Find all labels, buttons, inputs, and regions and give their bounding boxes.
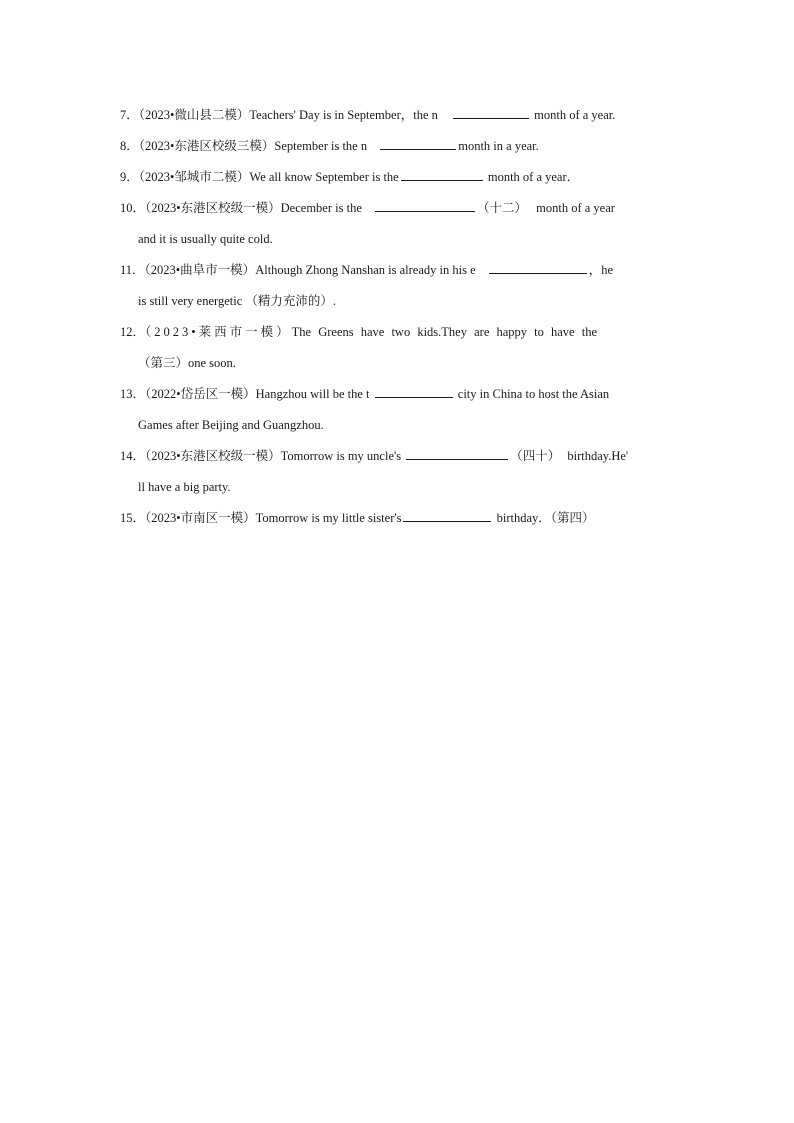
question-text: city in China to host the Asian — [457, 387, 610, 401]
question-source: （2023•曲阜市一模） — [144, 263, 256, 277]
question-text: month in a year. — [458, 139, 539, 153]
answer-blank[interactable] — [453, 117, 529, 119]
question-number: 15． — [120, 511, 146, 525]
question-number: 11． — [120, 263, 145, 277]
question-number: 7． — [120, 108, 139, 122]
question-source: （2023•东港区校级三模） — [138, 139, 275, 153]
question-text: birthday.He' — [567, 449, 629, 463]
question-number: 13． — [120, 387, 146, 401]
question-text: （第三）one soon. — [138, 356, 236, 370]
question-text: September is the n — [274, 139, 368, 153]
question-text: Hangzhou will be the t — [255, 387, 370, 401]
chinese-hint: （十二） — [477, 201, 528, 215]
question-list — [120, 100, 675, 534]
question-text: birthday．（第四） — [496, 511, 595, 525]
question-source: （2022•岱岳区一模） — [145, 387, 256, 401]
question-15 — [120, 503, 675, 534]
question-number: 14． — [120, 449, 146, 463]
question-source: （2023•东港区校级一模） — [145, 201, 281, 215]
chinese-hint: （四十） — [510, 449, 561, 463]
answer-blank[interactable] — [380, 148, 456, 150]
question-13-continued — [120, 410, 675, 441]
answer-blank[interactable] — [375, 396, 453, 398]
answer-blank[interactable] — [375, 210, 475, 212]
question-source: （2023•市南区一模） — [145, 511, 256, 525]
question-text: Although Zhong Nanshan is already in his e — [255, 263, 476, 277]
question-13 — [120, 379, 675, 410]
question-source: （2023•邹城市二模） — [138, 170, 250, 184]
question-12-continued — [120, 348, 675, 379]
answer-blank[interactable] — [401, 179, 483, 181]
question-11-continued — [120, 286, 675, 317]
question-text: month of a year. — [534, 108, 616, 122]
question-number: 12． — [120, 325, 146, 339]
question-11 — [120, 255, 675, 286]
question-number: 8． — [120, 139, 139, 153]
question-source: （2023•东港区校级一模） — [145, 449, 281, 463]
question-source: （2023•莱西市一模） — [145, 325, 292, 339]
question-number: 9． — [120, 170, 139, 184]
question-14-continued — [120, 472, 675, 503]
question-12 — [120, 317, 675, 348]
question-text: Tomorrow is my little sister's — [255, 511, 402, 525]
question-text: Teachers' Day is in September，the n — [249, 108, 438, 122]
question-14 — [120, 441, 675, 472]
answer-blank[interactable] — [403, 520, 491, 522]
question-7 — [120, 100, 675, 131]
question-10-continued — [120, 224, 675, 255]
question-9 — [120, 162, 675, 193]
question-text: month of a year． — [487, 170, 580, 184]
question-text: Games after Beijing and Guangzhou. — [138, 418, 324, 432]
question-text: ll have a big party. — [138, 480, 231, 494]
question-text: ，he — [588, 263, 614, 277]
question-text: We all know September is the — [249, 170, 399, 184]
question-text: Tomorrow is my uncle's — [280, 449, 402, 463]
question-text: month of a year — [536, 201, 615, 215]
question-10 — [120, 193, 675, 224]
answer-blank[interactable] — [489, 272, 587, 274]
question-text: is still very energetic （精力充沛的）. — [138, 294, 337, 308]
question-text: December is the — [280, 201, 362, 215]
question-text: The Greens have two kids.They are happy to have the — [291, 325, 598, 339]
question-number: 10． — [120, 201, 146, 215]
answer-blank[interactable] — [406, 458, 508, 460]
question-source: （2023•微山县二模） — [138, 108, 250, 122]
question-text: and it is usually quite cold. — [138, 232, 273, 246]
question-8 — [120, 131, 675, 162]
